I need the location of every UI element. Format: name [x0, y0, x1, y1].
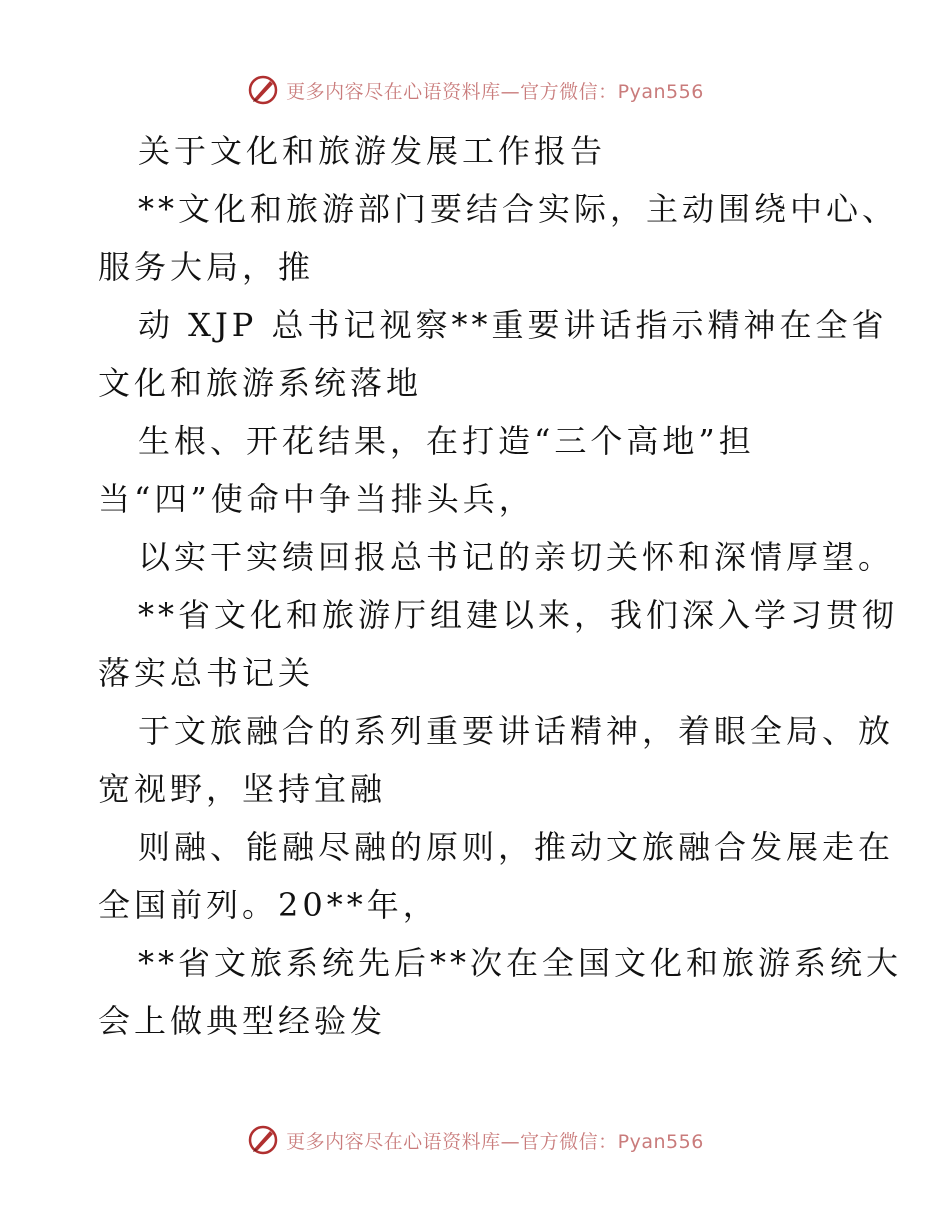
doc-line: 生根、开花结果，在打造“三个高地”担	[138, 422, 755, 460]
document-body	[98, 122, 903, 1050]
pen-logo-icon	[246, 73, 280, 107]
doc-title: 关于文化和旅游发展工作报告	[138, 132, 607, 170]
pen-logo-icon	[246, 1123, 280, 1157]
doc-line: 服务大局，推	[98, 248, 315, 286]
footer-watermark	[0, 1120, 950, 1160]
doc-line: **省文化和旅游厅组建以来，我们深入学习贯彻	[138, 596, 899, 634]
doc-line: 当“四”使命中争当排头兵，	[98, 480, 535, 518]
watermark-text: 更多内容尽在心语资料库—官方微信：Pyan556	[286, 1130, 704, 1153]
doc-line: 落实总书记关	[98, 654, 315, 692]
doc-line: 则融、能融尽融的原则，推动文旅融合发展走在	[138, 828, 895, 866]
doc-line: 会上做典型经验发	[98, 1002, 387, 1040]
doc-line: **省文旅系统先后**次在全国文化和旅游系统大	[138, 944, 903, 982]
doc-line: **文化和旅游部门要结合实际，主动围绕中心、	[138, 190, 899, 228]
doc-line: 动 XJP 总书记视察**重要讲话指示精神在全省	[138, 306, 888, 344]
header-watermark	[0, 70, 950, 110]
doc-line: 以实干实绩回报总书记的亲切关怀和深情厚望。	[138, 538, 895, 576]
watermark-text: 更多内容尽在心语资料库—官方微信：Pyan556	[286, 80, 704, 103]
doc-line: 宽视野，坚持宜融	[98, 770, 387, 808]
doc-line: 于文旅融合的系列重要讲话精神，着眼全局、放	[138, 712, 895, 750]
doc-line: 文化和旅游系统落地	[98, 364, 423, 402]
doc-line: 全国前列。20**年，	[98, 886, 439, 924]
